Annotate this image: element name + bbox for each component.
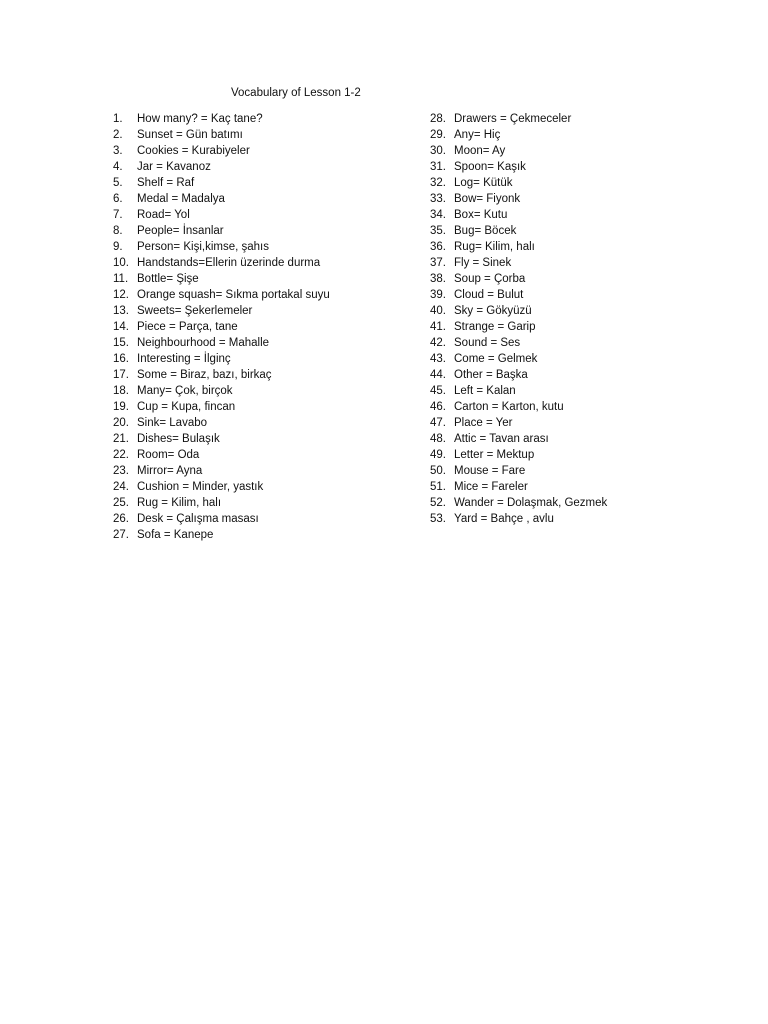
item-text: Other = Başka — [454, 369, 528, 381]
item-text: Attic = Tavan arası — [454, 433, 549, 445]
item-number: 12. — [113, 289, 129, 301]
item-text: Rug = Kilim, halı — [137, 497, 222, 509]
item-text: Place = Yer — [454, 417, 513, 429]
item-number: 35. — [430, 225, 446, 237]
item-text: Person= Kişi,kimse, şahıs — [137, 241, 269, 253]
item-number: 52. — [430, 497, 446, 509]
item-number: 43. — [430, 353, 446, 365]
item-number: 37. — [430, 257, 446, 269]
item-text: Road= Yol — [137, 209, 190, 221]
item-text: Sweets= Şekerlemeler — [137, 305, 253, 317]
item-number: 21. — [113, 433, 129, 445]
item-number: 8. — [113, 225, 123, 237]
item-text: Interesting = İlginç — [137, 353, 231, 365]
item-number: 19. — [113, 401, 129, 413]
item-text: Letter = Mektup — [454, 449, 535, 461]
item-number: 36. — [430, 241, 446, 253]
page-title: Vocabulary of Lesson 1-2 — [231, 87, 361, 99]
item-number: 40. — [430, 305, 446, 317]
item-number: 47. — [430, 417, 446, 429]
item-text: Mouse = Fare — [454, 465, 526, 477]
item-number: 9. — [113, 241, 123, 253]
item-text: Cup = Kupa, fincan — [137, 401, 236, 413]
item-text: Any= Hiç — [454, 129, 501, 141]
item-text: Room= Oda — [137, 449, 200, 461]
item-number: 6. — [113, 193, 123, 205]
item-text: Handstands=Ellerin üzerinde durma — [137, 257, 321, 269]
item-text: Come = Gelmek — [454, 353, 538, 365]
item-number: 53. — [430, 513, 446, 525]
item-text: Bow= Fiyonk — [454, 193, 521, 205]
item-number: 26. — [113, 513, 129, 525]
item-number: 3. — [113, 145, 123, 157]
item-text: Strange = Garip — [454, 321, 536, 333]
item-text: Sofa = Kanepe — [137, 529, 214, 541]
item-number: 20. — [113, 417, 129, 429]
item-text: Orange squash= Sıkma portakal suyu — [137, 289, 330, 301]
item-text: Desk = Çalışma masası — [137, 513, 259, 525]
item-text: Bottle= Şişe — [137, 273, 199, 285]
item-text: Cookies = Kurabiyeler — [137, 145, 250, 157]
item-text: Soup = Çorba — [454, 273, 526, 285]
item-number: 45. — [430, 385, 446, 397]
item-text: Many= Çok, birçok — [137, 385, 233, 397]
item-text: Sound = Ses — [454, 337, 521, 349]
item-number: 25. — [113, 497, 129, 509]
item-number: 27. — [113, 529, 129, 541]
item-number: 1. — [113, 113, 123, 125]
item-number: 50. — [430, 465, 446, 477]
item-number: 33. — [430, 193, 446, 205]
item-number: 16. — [113, 353, 129, 365]
item-number: 44. — [430, 369, 446, 381]
item-number: 48. — [430, 433, 446, 445]
item-text: Jar = Kavanoz — [137, 161, 211, 173]
item-number: 51. — [430, 481, 446, 493]
item-number: 41. — [430, 321, 446, 333]
item-text: People= İnsanlar — [137, 225, 224, 237]
item-number: 31. — [430, 161, 446, 173]
item-number: 39. — [430, 289, 446, 301]
item-number: 24. — [113, 481, 129, 493]
item-number: 17. — [113, 369, 129, 381]
item-text: Moon= Ay — [454, 145, 506, 157]
item-text: Box= Kutu — [454, 209, 508, 221]
item-text: Medal = Madalya — [137, 193, 225, 205]
item-number: 28. — [430, 113, 446, 125]
item-number: 7. — [113, 209, 123, 221]
item-text: Shelf = Raf — [137, 177, 195, 189]
item-number: 2. — [113, 129, 123, 141]
item-text: Wander = Dolaşmak, Gezmek — [454, 497, 608, 509]
item-number: 46. — [430, 401, 446, 413]
item-text: Fly = Sinek — [454, 257, 512, 269]
item-text: Mice = Fareler — [454, 481, 528, 493]
item-text: Yard = Bahçe , avlu — [454, 513, 554, 525]
item-text: Cloud = Bulut — [454, 289, 524, 301]
item-text: Sunset = Gün batımı — [137, 129, 243, 141]
item-text: Piece = Parça, tane — [137, 321, 238, 333]
item-text: Neighbourhood = Mahalle — [137, 337, 270, 349]
item-number: 14. — [113, 321, 129, 333]
item-text: Drawers = Çekmeceler — [454, 113, 572, 125]
item-number: 34. — [430, 209, 446, 221]
item-number: 13. — [113, 305, 129, 317]
item-number: 49. — [430, 449, 446, 461]
item-number: 22. — [113, 449, 129, 461]
item-text: Carton = Karton, kutu — [454, 401, 564, 413]
item-text: Bug= Böcek — [454, 225, 517, 237]
item-text: Spoon= Kaşık — [454, 161, 526, 173]
item-text: How many? = Kaç tane? — [137, 113, 263, 125]
item-text: Sky = Gökyüzü — [454, 305, 532, 317]
item-number: 32. — [430, 177, 446, 189]
item-text: Cushion = Minder, yastık — [137, 481, 264, 493]
item-number: 42. — [430, 337, 446, 349]
item-number: 15. — [113, 337, 129, 349]
item-number: 11. — [113, 273, 129, 285]
item-text: Left = Kalan — [454, 385, 516, 397]
item-text: Dishes= Bulaşık — [137, 433, 220, 445]
item-number: 38. — [430, 273, 446, 285]
item-number: 18. — [113, 385, 129, 397]
item-number: 5. — [113, 177, 123, 189]
item-text: Sink= Lavabo — [137, 417, 208, 429]
item-number: 4. — [113, 161, 123, 173]
item-number: 30. — [430, 145, 446, 157]
item-text: Mirror= Ayna — [137, 465, 203, 477]
item-number: 29. — [430, 129, 446, 141]
item-number: 10. — [113, 257, 129, 269]
item-text: Log= Kütük — [454, 177, 513, 189]
item-number: 23. — [113, 465, 129, 477]
item-text: Rug= Kilim, halı — [454, 241, 535, 253]
item-text: Some = Biraz, bazı, birkaç — [137, 369, 272, 381]
